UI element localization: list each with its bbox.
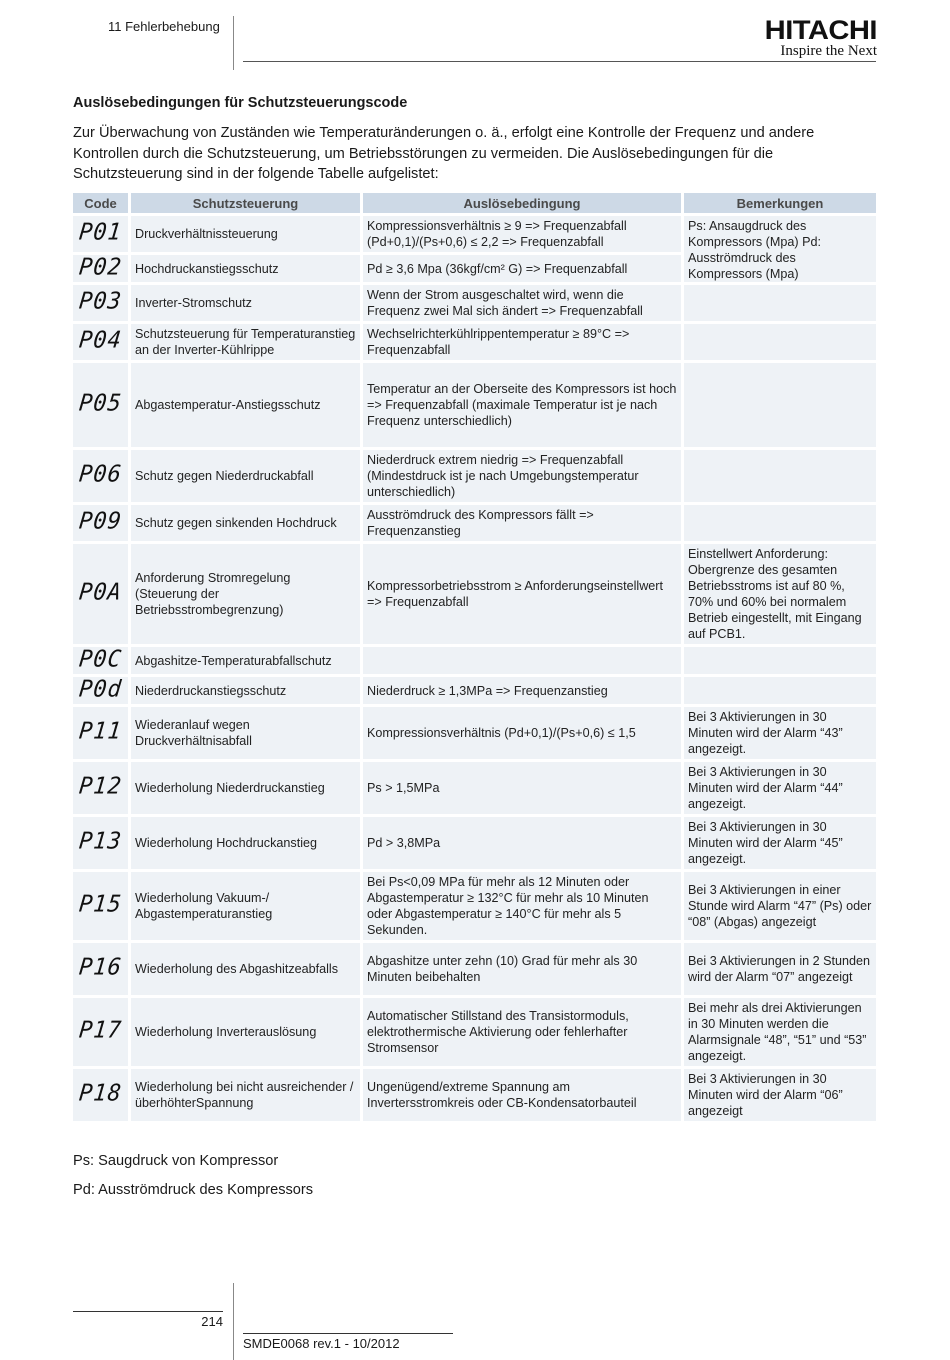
- code-display: P04: [77, 327, 124, 354]
- condition-cell: Pd > 3,8MPa: [363, 817, 681, 869]
- control-cell: Wiederholung Vakuum-/ Abgastemperaturanstieg: [131, 872, 360, 940]
- header-divider-vertical: [233, 16, 234, 70]
- code-display: P12: [77, 773, 124, 800]
- footnote-pd: Pd: Ausströmdruck des Kompressors: [73, 1182, 314, 1198]
- remarks-cell: [684, 324, 876, 360]
- table-row: [73, 762, 876, 814]
- condition-cell: [363, 647, 681, 674]
- control-cell: Abgashitze-Temperaturabfallschutz: [131, 647, 360, 674]
- control-cell: Wiederholung Niederdruckanstieg: [131, 762, 360, 814]
- table-row: [73, 647, 876, 674]
- code-display: P13: [77, 828, 124, 855]
- remarks-cell: Bei 3 Aktivierungen in 30 Minuten wird der Alarm “45” angezeigt.: [684, 817, 876, 869]
- condition-cell: Bei Ps<0,09 MPa für mehr als 12 Minuten oder Abgastemperatur ≥ 132°C für mehr als 10 Minuten oder Abgastemperatur ≥ 140°C für mehr als 5 Sekunden.: [363, 872, 681, 940]
- condition-cell: Kompressionsverhältnis ≥ 9 => Frequenzabfall (Pd+0,1)/(Ps+0,6) ≤ 2,2 => Frequenzabfall: [363, 216, 681, 252]
- condition-cell: Automatischer Stillstand des Transistormoduls, elektrothermische Aktivierung oder fehlerhafter Stromsensor: [363, 998, 681, 1066]
- control-cell: Wiederanlauf wegen Druckverhältnisabfall: [131, 707, 360, 759]
- remarks-cell: Bei 3 Aktivierungen in einer Stunde wird Alarm “47” (Ps) oder “08” (Abgas) angezeigt: [684, 872, 876, 940]
- table-row: [73, 1069, 876, 1121]
- table-row: [73, 324, 876, 360]
- code-display: P05: [77, 390, 124, 417]
- table-row: [73, 817, 876, 869]
- chapter-title: 11 Fehlerbehebung: [108, 19, 220, 34]
- code-display: P18: [77, 1080, 124, 1107]
- code-display: P01: [77, 219, 124, 246]
- condition-cell: Abgashitze unter zehn (10) Grad für mehr als 30 Minuten beibehalten: [363, 943, 681, 995]
- header-rule: [243, 61, 876, 62]
- table-row: [73, 285, 876, 321]
- logo-brand: HITACHI: [764, 15, 877, 45]
- footnote-ps: Ps: Saugdruck von Kompressor: [73, 1153, 279, 1169]
- condition-cell: Ungenügend/extreme Spannung am Invertersstromkreis oder CB-Kondensatorbauteil: [363, 1069, 681, 1121]
- table-row: [73, 707, 876, 759]
- table-row: [73, 677, 876, 704]
- table-row: [73, 363, 876, 447]
- control-cell: Schutzsteuerung für Temperaturanstieg an der Inverter-Kühlrippe: [131, 324, 360, 360]
- condition-cell: Niederdruck extrem niedrig => Frequenzabfall (Mindestdruck ist je nach Umgebungstemperatur unterschiedlich): [363, 450, 681, 502]
- table-header-row: [73, 193, 876, 213]
- remarks-cell: Ps: Ansaugdruck des Kompressors (Mpa) Pd: Ausströmdruck des Kompressors (Mpa): [684, 216, 876, 282]
- document-id: SMDE0068 rev.1 - 10/2012: [243, 1336, 400, 1351]
- header-control: Schutzsteuerung: [131, 193, 360, 213]
- header-code: Code: [73, 193, 128, 213]
- remarks-cell: Bei 3 Aktivierungen in 2 Stunden wird der Alarm “07” angezeigt: [684, 943, 876, 995]
- footer-rule-right: [243, 1333, 453, 1334]
- control-cell: Inverter-Stromschutz: [131, 285, 360, 321]
- condition-cell: Ausströmdruck des Kompressors fällt => Frequenzanstieg: [363, 505, 681, 541]
- code-display: P17: [77, 1017, 124, 1044]
- remarks-cell: [684, 363, 876, 447]
- footer-rule-left: [73, 1311, 223, 1312]
- remarks-cell: [684, 450, 876, 502]
- control-cell: Anforderung Stromregelung (Steuerung der Betriebsstrombegrenzung): [131, 544, 360, 644]
- remarks-cell: [684, 285, 876, 321]
- remarks-cell: Bei 3 Aktivierungen in 30 Minuten wird der Alarm “44” angezeigt.: [684, 762, 876, 814]
- page-number: 214: [201, 1314, 223, 1329]
- control-cell: Wiederholung bei nicht ausreichender /überhöhterSpannung: [131, 1069, 360, 1121]
- condition-cell: Ps > 1,5MPa: [363, 762, 681, 814]
- control-cell: Wiederholung Inverterauslösung: [131, 998, 360, 1066]
- condition-cell: Temperatur an der Oberseite des Kompressors ist hoch => Frequenzabfall (maximale Temperatur ist je nach Frequenz unterschiedlich): [363, 363, 681, 447]
- condition-cell: Kompressorbetriebsstrom ≥ Anforderungseinstellwert => Frequenzabfall: [363, 544, 681, 644]
- header-condition: Auslösebedingung: [363, 193, 681, 213]
- section-title: Auslösebedingungen für Schutzsteuerungscode: [73, 95, 408, 111]
- control-cell: Niederdruckanstiegsschutz: [131, 677, 360, 704]
- control-cell: Hochdruckanstiegsschutz: [131, 255, 360, 282]
- table-row: [73, 544, 876, 644]
- table-row: [73, 998, 876, 1066]
- condition-cell: Niederdruck ≥ 1,3MPa => Frequenzanstieg: [363, 677, 681, 704]
- code-display: P11: [77, 718, 124, 745]
- condition-cell: Wechselrichterkühlrippentemperatur ≥ 89°C => Frequenzabfall: [363, 324, 681, 360]
- code-display: P06: [77, 461, 124, 488]
- remarks-cell: Bei 3 Aktivierungen in 30 Minuten wird der Alarm “06” angezeigt: [684, 1069, 876, 1121]
- condition-cell: Wenn der Strom ausgeschaltet wird, wenn die Frequenz zwei Mal sich ändert => Frequenzabfall: [363, 285, 681, 321]
- remarks-cell: [684, 677, 876, 704]
- remarks-cell: Bei 3 Aktivierungen in 30 Minuten wird der Alarm “43” angezeigt.: [684, 707, 876, 759]
- table-row: [73, 872, 876, 940]
- header-remarks: Bemerkungen: [684, 193, 876, 213]
- code-display: P09: [77, 508, 124, 535]
- remarks-cell: Bei mehr als drei Aktivierungen in 30 Minuten werden die Alarmsignale “48”, “51” und “53” angezeigt.: [684, 998, 876, 1066]
- hitachi-logo: [755, 17, 877, 59]
- code-display: P03: [77, 288, 124, 315]
- control-cell: Wiederholung Hochdruckanstieg: [131, 817, 360, 869]
- code-display: P02: [77, 253, 124, 281]
- footer-divider-vertical: [233, 1283, 234, 1360]
- intro-paragraph: Zur Überwachung von Zuständen wie Temperaturänderungen o. ä., erfolgt eine Kontrolle der Frequenz und andere Kontrollen durch die Schutzsteuerung, um Betriebsstörungen zu vermeiden. Die Auslösebedingungen für die Schutzsteuerung sind in der folgende Tabelle aufgelistet:: [73, 125, 815, 182]
- code-display: P0A: [77, 579, 124, 606]
- table-row: [73, 943, 876, 995]
- control-cell: Schutz gegen Niederdruckabfall: [131, 450, 360, 502]
- table-row: [73, 505, 876, 541]
- code-display: P15: [77, 891, 124, 918]
- protection-control-table: [70, 190, 879, 1124]
- logo-tagline: Inspire the Next: [780, 43, 877, 59]
- table-row: [73, 216, 876, 252]
- control-cell: Druckverhältnissteuerung: [131, 216, 360, 252]
- remarks-cell: [684, 647, 876, 674]
- control-cell: Abgastemperatur-Anstiegsschutz: [131, 363, 360, 447]
- condition-cell: Kompressionsverhältnis (Pd+0,1)/(Ps+0,6) ≤ 1,5: [363, 707, 681, 759]
- remarks-cell: [684, 505, 876, 541]
- code-display: P16: [77, 954, 124, 981]
- code-display: P0C: [77, 645, 124, 673]
- code-display: P0d: [77, 675, 124, 703]
- control-cell: Schutz gegen sinkenden Hochdruck: [131, 505, 360, 541]
- remarks-cell: Einstellwert Anforderung: Obergrenze des gesamten Betriebsstroms ist auf 80 %, 70% und 60% bei normalem Betrieb eingestellt, mit Eingang auf PCB1.: [684, 544, 876, 644]
- control-cell: Wiederholung des Abgashitzeabfalls: [131, 943, 360, 995]
- condition-cell: Pd ≥ 3,6 Mpa (36kgf/cm² G) => Frequenzabfall: [363, 255, 681, 282]
- table-row: [73, 450, 876, 502]
